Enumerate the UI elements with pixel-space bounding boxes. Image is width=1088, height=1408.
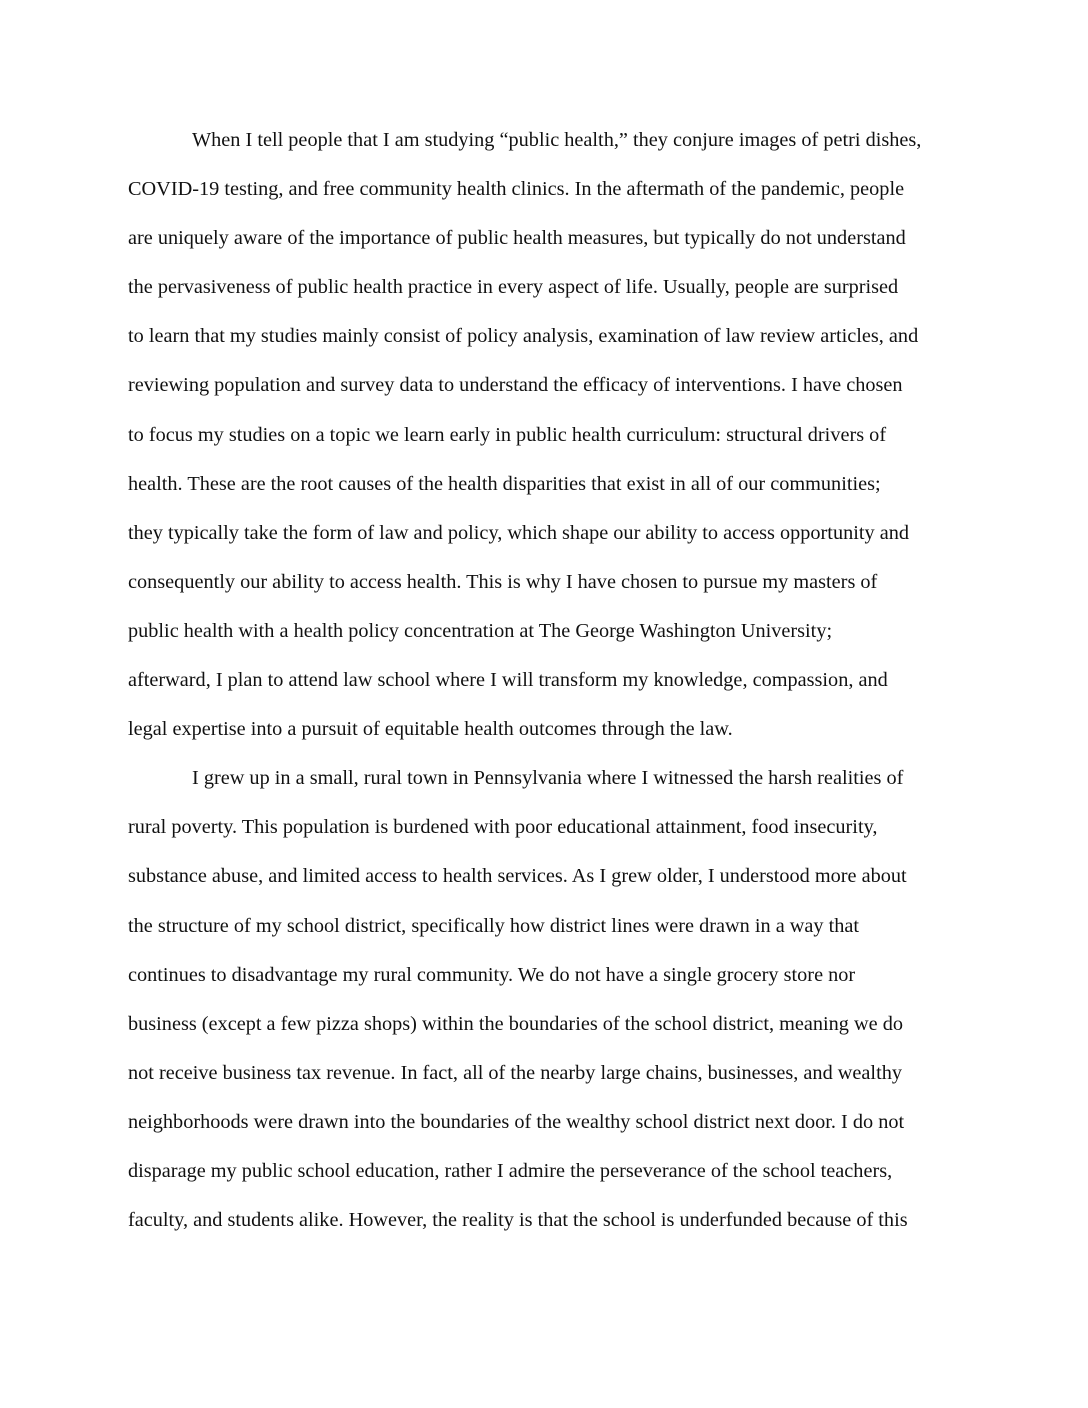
text-line: the structure of my school district, specifically how district lines were drawn in a way that (128, 914, 860, 937)
text-line: legal expertise into a pursuit of equitable health outcomes through the law. (128, 718, 733, 741)
paragraph-1 (128, 116, 964, 754)
text-line: to focus my studies on a topic we learn early in public health curriculum: structural drivers of (128, 423, 887, 446)
text-line: reviewing population and survey data to understand the efficacy of interventions. I have chosen (128, 374, 903, 397)
text-line: neighborhoods were drawn into the boundaries of the wealthy school district next door. I do not (128, 1110, 905, 1133)
text-line: COVID-19 testing, and free community health clinics. In the aftermath of the pandemic, people (128, 178, 905, 201)
text-line: business (except a few pizza shops) within the boundaries of the school district, meaning we do (128, 1012, 903, 1035)
text-line: When I tell people that I am studying “public health,” they conjure images of petri dishes, (192, 129, 922, 151)
text-line: they typically take the form of law and policy, which shape our ability to access opportunity and (128, 521, 909, 544)
text-line: consequently our ability to access health. This is why I have chosen to pursue my masters of (128, 570, 878, 593)
paragraph-2 (128, 754, 964, 1245)
text-line: health. These are the root causes of the health disparities that exist in all of our communities; (128, 472, 881, 495)
text-line: not receive business tax revenue. In fact, all of the nearby large chains, businesses, and wealthy (128, 1061, 902, 1084)
text-line: afterward, I plan to attend law school where I will transform my knowledge, compassion, and (128, 669, 888, 692)
text-line: disparage my public school education, rather I admire the perseverance of the school teachers, (128, 1159, 893, 1182)
text-line: substance abuse, and limited access to health services. As I grew older, I understood more about (128, 865, 907, 888)
essay-body (128, 116, 964, 1245)
text-line: I grew up in a small, rural town in Pennsylvania where I witnessed the harsh realities of (192, 767, 904, 790)
text-line: the pervasiveness of public health practice in every aspect of life. Usually, people are surprised (128, 276, 899, 299)
text-line: rural poverty. This population is burdened with poor educational attainment, food insecurity, (128, 816, 878, 839)
text-line: public health with a health policy concentration at The George Washington University; (128, 619, 833, 642)
text-line: are uniquely aware of the importance of public health measures, but typically do not understand (128, 227, 906, 250)
text-line: continues to disadvantage my rural community. We do not have a single grocery store nor (128, 963, 856, 986)
text-line: faculty, and students alike. However, the reality is that the school is underfunded because of this (128, 1209, 908, 1232)
text-line: to learn that my studies mainly consist of policy analysis, examination of law review articles, and (128, 325, 919, 348)
